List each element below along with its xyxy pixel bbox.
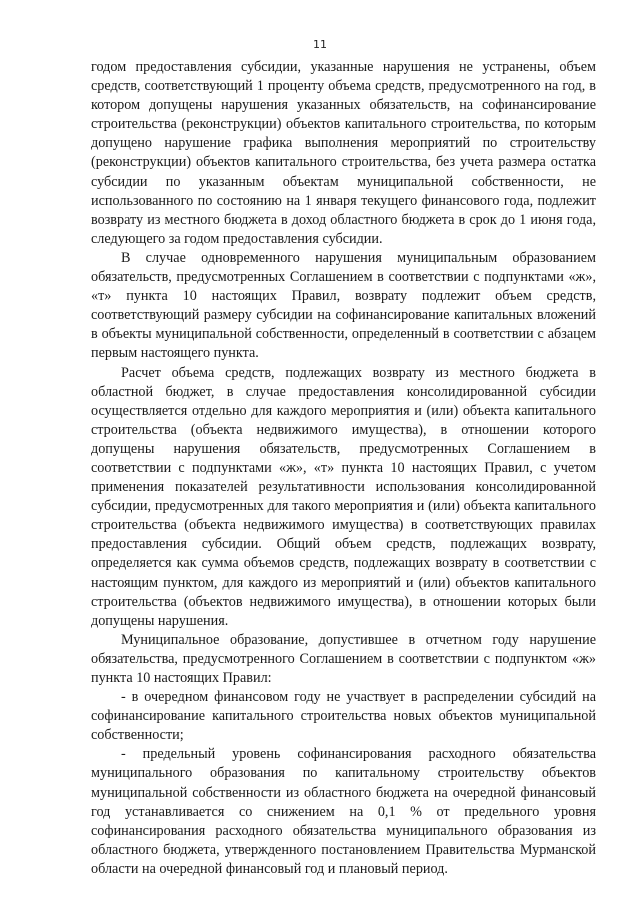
paragraph-municipality-violation: Муниципальное образование, допустившее в отчетном году нарушение обязательства, предусмотренного Соглашением в соответствии с подпунктом «ж» пункта 10 настоящих Правил: <box>91 631 596 686</box>
paragraph-simultaneous-violation: В случае одновременного нарушения муниципальным образованием обязательств, предусмотренных Соглашением в соответствии с подпунктами «ж», «т» пункта 10 настоящих Правил, возврату подлежит объем средств, соответствующий размеру субсидии на софинансирование капитальных вложений в объекты муниципальной собственности, определенный в соответствии с абзацем первым настоящего пункта. <box>91 249 596 362</box>
document-body <box>91 58 596 879</box>
list-item-no-participation: - в очередном финансовом году не участвует в распределении субсидий на софинансирование капитального строительства новых объектов муниципальной собственности; <box>91 689 596 744</box>
paragraph-continuation: годом предоставления субсидии, указанные нарушения не устранены, объем средств, соответствующий 1 проценту объема средств, предусмотренного на год, в котором допущены нарушения указанных обязательств, на софинансирование строительства (реконструкции) объектов капитального строительства, по которым допущено нарушение графика выполнения мероприятий по строительству (реконструкции) объектов капитального строительства, без учета размера остатка субсидии по указанным объектам муниципальной собственности, не использованного по состоянию на 1 января текущего финансового года, подлежит возврату из местного бюджета в доход областного бюджета в срок до 1 июня года, следующего за годом предоставления субсидии. <box>91 59 596 247</box>
list-item-cofinancing-reduction: - предельный уровень софинансирования расходного обязательства муниципального образования по капитальному строительству объектов муниципальной собственности из областного бюджета на очередной финансовый год устанавливается со снижением на 0,1 % от предельного уровня софинансирования расходного обязательства муниципального образования из областного бюджета, утвержденного постановлением Правительства Мурманской области на очередной финансовый год и плановый период. <box>91 746 596 877</box>
paragraph-refund-calculation: Расчет объема средств, подлежащих возврату из местного бюджета в областной бюджет, в случае предоставления консолидированной субсидии осуществляется отдельно для каждого мероприятия и (или) объекта капитального строительства (объекта недвижимого имущества), в отношении которого допущены нарушения обязательств, предусмотренных Соглашением в соответствии с подпунктами «ж», «т» пункта 10 настоящих Правил, с учетом применения показателей результативности использования консолидированной субсидии, предусмотренных для такого мероприятия и (или) объекта капитального строительства (объекта недвижимого имущества) в соответствующих правилах предоставления субсидии. Общий объем средств, подлежащих возврату, определяется как сумма объемов средств, подлежащих возврату в соответствии с настоящим пунктом, для каждого из мероприятий и (или) объектов капитального строительства (объектов недвижимого имущества), в отношении которых были допущены нарушения. <box>91 364 596 629</box>
page-number: 11 <box>313 38 327 51</box>
